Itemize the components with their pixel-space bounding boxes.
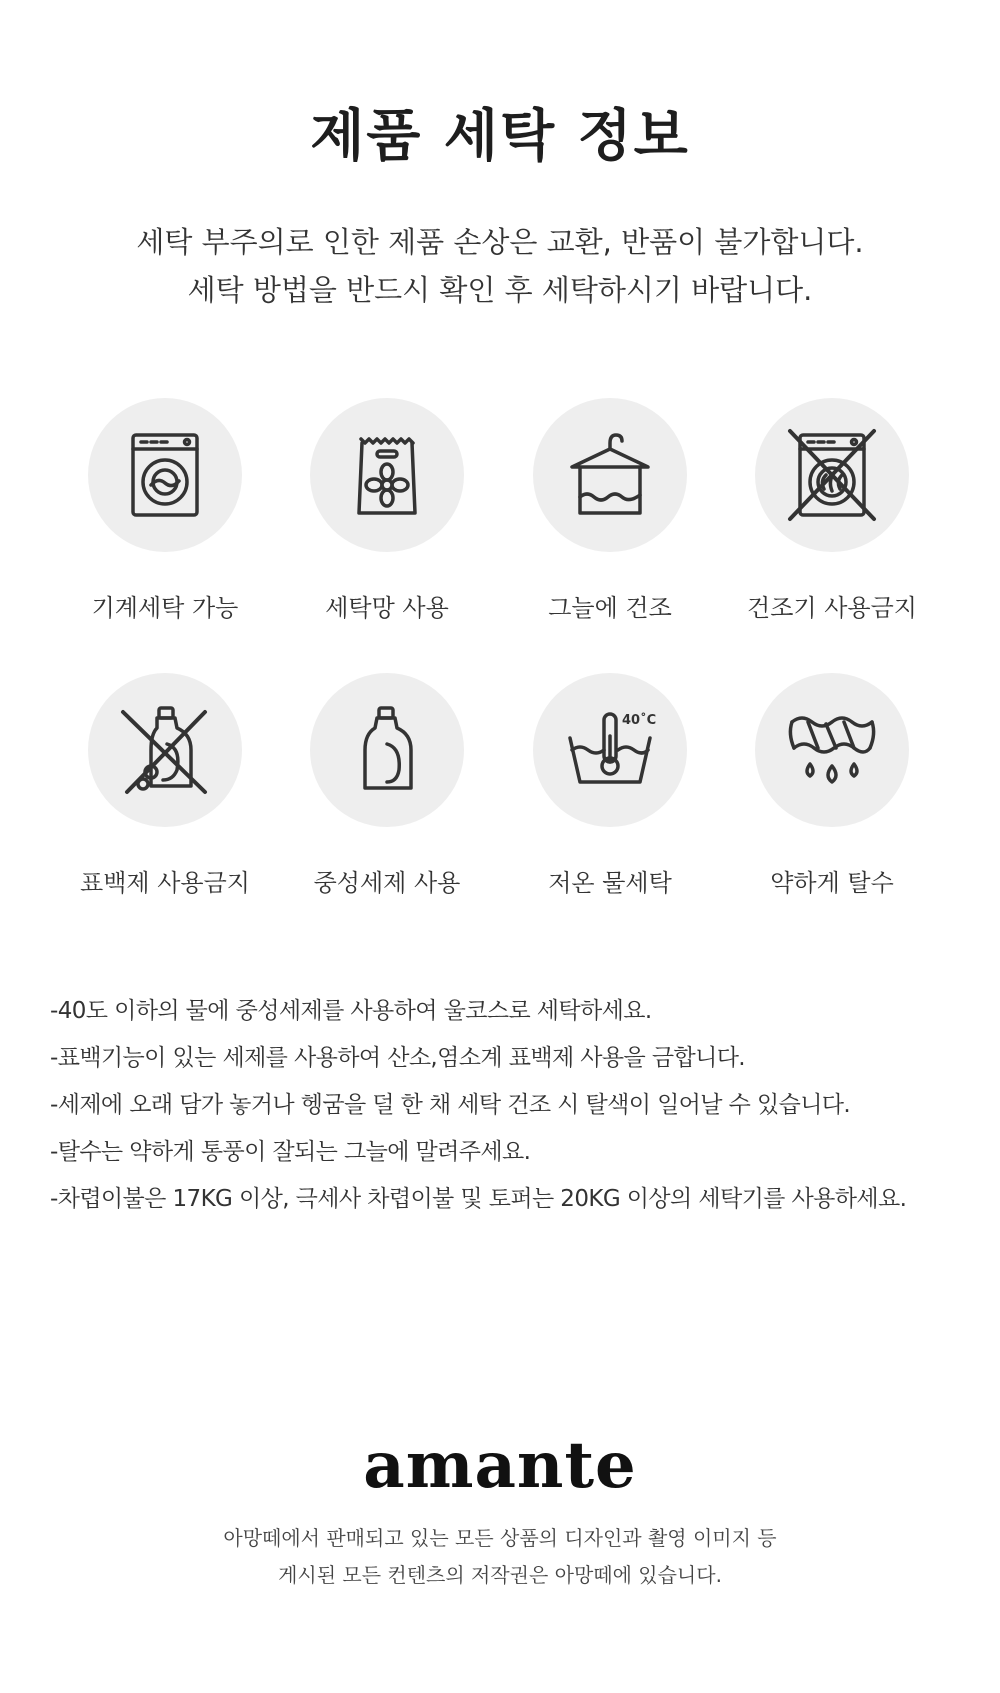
care-label: 중성세제 사용 xyxy=(313,869,461,897)
gentle-wring-icon xyxy=(782,700,882,800)
no-bleach-icon xyxy=(115,700,215,800)
note-item: -표백기능이 있는 세제를 사용하여 산소,염소계 표백제 사용을 금합니다. xyxy=(50,1045,746,1071)
no-dryer-icon xyxy=(782,425,882,525)
care-label: 그늘에 건조 xyxy=(548,594,672,622)
care-label: 저온 물세탁 xyxy=(548,869,672,897)
copyright-line-1: 아망떼에서 판매되고 있는 모든 상품의 디자인과 촬영 이미지 등 xyxy=(223,1526,777,1550)
intro-line-2: 세탁 방법을 반드시 확인 후 세탁하시기 바랍니다. xyxy=(187,273,813,307)
care-item-no-dryer xyxy=(712,398,952,623)
note-item: -세제에 오래 담가 놓거나 헹굼을 덜 한 채 세탁 건조 시 탈색이 일어날 수 있습니다. xyxy=(50,1092,851,1118)
care-label: 건조기 사용금지 xyxy=(747,594,917,622)
care-item-gentle-spin xyxy=(712,673,952,898)
laundry-net-icon xyxy=(337,425,437,525)
svg-text:40˚C: 40˚C xyxy=(622,713,657,728)
intro-text xyxy=(0,218,1000,314)
water-temperature-icon xyxy=(560,700,660,800)
care-item-machine-wash xyxy=(45,398,285,623)
care-label: 표백제 사용금지 xyxy=(80,869,250,897)
detergent-bottle-icon xyxy=(337,700,437,800)
brand-logo: amante xyxy=(363,1428,637,1503)
care-label: 기계세탁 가능 xyxy=(91,594,239,622)
care-notes xyxy=(50,988,970,1223)
care-item-cold-wash xyxy=(490,673,730,898)
care-item-laundry-net xyxy=(267,398,507,623)
care-item-shade-dry xyxy=(490,398,730,623)
hanger-towel-icon xyxy=(560,425,660,525)
note-item: -40도 이하의 물에 중성세제를 사용하여 울코스로 세탁하세요. xyxy=(50,998,652,1024)
washing-machine-icon xyxy=(115,425,215,525)
care-item-neutral-detergent xyxy=(267,673,507,898)
page-title: 제품 세탁 정보 xyxy=(310,104,690,169)
note-item: -차렵이불은 17KG 이상, 극세사 차렵이불 및 토퍼는 20KG 이상의 세탁기를 사용하세요. xyxy=(50,1186,907,1212)
copyright-line-2: 게시된 모든 컨텐츠의 저작권은 아망떼에 있습니다. xyxy=(278,1563,722,1587)
care-item-no-bleach xyxy=(45,673,285,898)
note-item: -탈수는 약하게 통풍이 잘되는 그늘에 말려주세요. xyxy=(50,1139,531,1165)
care-label: 약하게 탈수 xyxy=(770,869,894,897)
copyright-notice xyxy=(0,1520,1000,1594)
intro-line-1: 세탁 부주의로 인한 제품 손상은 교환, 반품이 불가합니다. xyxy=(136,225,864,259)
care-label: 세탁망 사용 xyxy=(325,594,449,622)
